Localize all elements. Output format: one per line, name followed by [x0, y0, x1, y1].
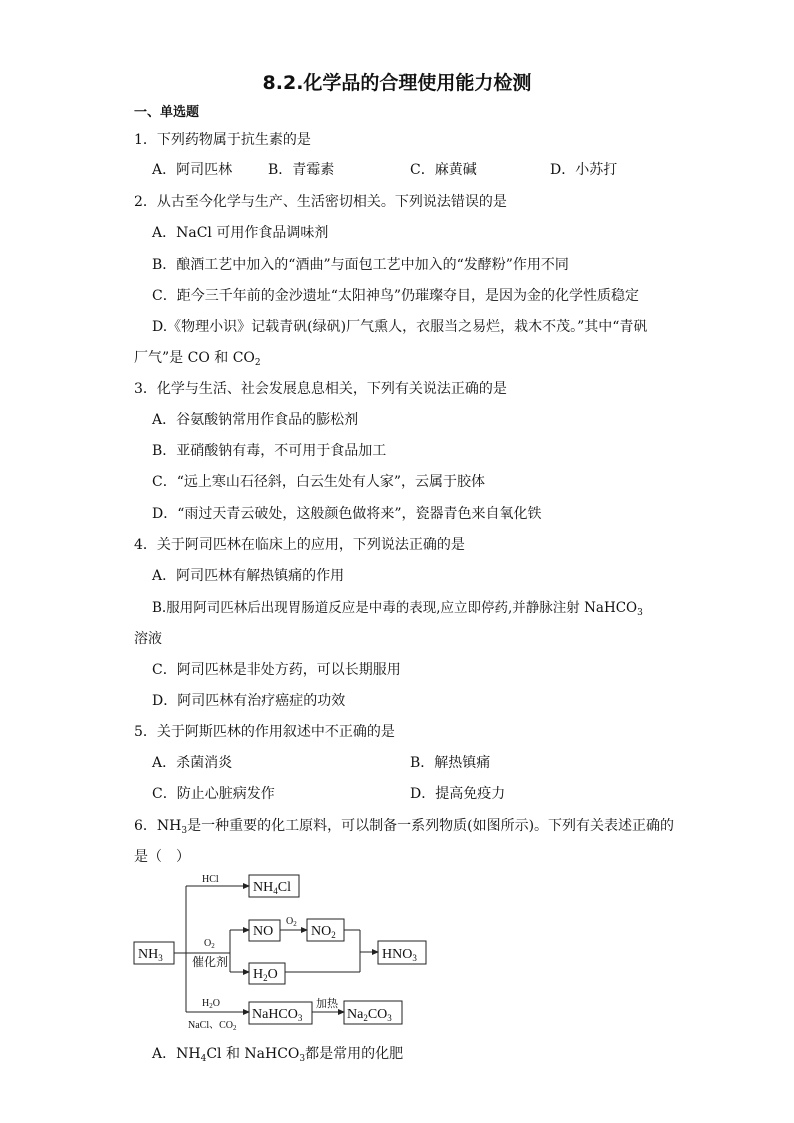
q4-option-a: A．阿司匹林有解热镇痛的作用 [152, 568, 345, 584]
no2-label: $NO_2$ [311, 924, 336, 940]
q3-option-c: C．“远上寒山石径斜，白云生处有人家”，云属于胶体 [152, 474, 486, 490]
q6-option-a: A．$NH_4Cl$ 和 NaHCO$_3$都是常用的化肥 [152, 1046, 404, 1064]
question-4-stem: 4．关于阿司匹林在临床上的应用，下列说法正确的是 [134, 537, 465, 553]
o2-condition-left: $O_2$ [204, 938, 215, 950]
question-6-stem-continued: 是（ ） [134, 849, 190, 865]
q3-option-b: B．亚硝酸钠有毒，不可用于食品加工 [152, 443, 387, 459]
na2co3-label: $Na_2CO_3$ [347, 1007, 392, 1023]
question-5-stem: 5．关于阿斯匹林的作用叙述中不正确的是 [134, 724, 395, 740]
q2-option-c: C．距今三千年前的金沙遗址“太阳神鸟”仍璀璨夺目，是因为金的化学性质稳定 [152, 288, 640, 304]
o2-condition: $O_2$ [286, 916, 297, 928]
no-label: NO [253, 924, 274, 939]
heat-condition: 加热 [316, 997, 338, 1010]
question-3-stem: 3．化学与生活、社会发展息息相关，下列有关说法正确的是 [134, 381, 507, 397]
q3-option-d: D．“雨过天青云破处，这般颜色做将来”，瓷器青色来自氧化铁 [152, 506, 542, 522]
q2-option-b: B．酿酒工艺中加入的“酒曲”与面包工艺中加入的“发酵粉”作用不同 [152, 257, 569, 273]
q5-option-b: B．解热镇痛 [410, 755, 491, 771]
q1-option-d: D．小苏打 [550, 162, 618, 178]
h2o-label: $H_2O$ [253, 967, 278, 983]
question-1-stem: 1．下列药物属于抗生素的是 [134, 132, 311, 148]
reaction-flow-diagram [130, 872, 430, 1032]
question-2-stem: 2．从古至今化学与生产、生活密切相关。下列说法错误的是 [134, 194, 507, 210]
nahco3-label: NaHCO$_3$ [252, 1007, 303, 1023]
nh4cl-label: $NH_4Cl$ [253, 880, 291, 896]
q1-option-b: B．青霉素 [268, 162, 335, 178]
q5-option-c: C．防止心脏病发作 [152, 786, 275, 802]
q3-option-a: A．谷氨酸钠常用作食品的膨松剂 [152, 412, 359, 428]
hcl-condition: HCl [202, 874, 219, 885]
page-title: 8.2.化学品的合理使用能力检测 [262, 72, 532, 94]
nacl-co2-condition: NaCl、$CO_2$ [188, 1020, 237, 1032]
q1-option-a: A．阿司匹林 [152, 162, 233, 178]
q1-option-c: C．麻黄碱 [410, 162, 477, 178]
q4-option-b: B.服用阿司匹林后出现胃肠道反应是中毒的表现,应立即停药,并静脉注射 NaHCO$_3$ [152, 600, 643, 618]
question-6-stem: 6．$NH_3$是一种重要的化工原料，可以制备一系列物质(如图所示)。下列有关表述正确的 [134, 818, 675, 836]
q4-option-b-continued: 溶液 [134, 631, 162, 647]
q4-option-d: D．阿司匹林有治疗癌症的功效 [152, 693, 346, 709]
q5-option-a: A．杀菌消炎 [152, 755, 233, 771]
nh3-label: $NH_3$ [138, 947, 163, 963]
hno3-label: $HNO_3$ [382, 947, 417, 963]
q2-option-a: A．NaCl 可用作食品调味剂 [152, 225, 329, 241]
h2o-condition: $H_2O$ [202, 998, 220, 1010]
q2-option-d: D.《物理小识》记载青矾(绿矾)厂气熏人，衣服当之易烂，栽木不茂。”其中“青矾 [152, 319, 648, 335]
catalyst-condition: 催化剂 [192, 955, 229, 969]
section-heading: 一、单选题 [134, 105, 200, 120]
q4-option-c: C．阿司匹林是非处方药，可以长期服用 [152, 662, 401, 678]
q5-option-d: D．提高免疫力 [410, 786, 506, 802]
q2-option-d-continued: 厂气”是 CO 和 $CO_2$ [134, 350, 261, 368]
